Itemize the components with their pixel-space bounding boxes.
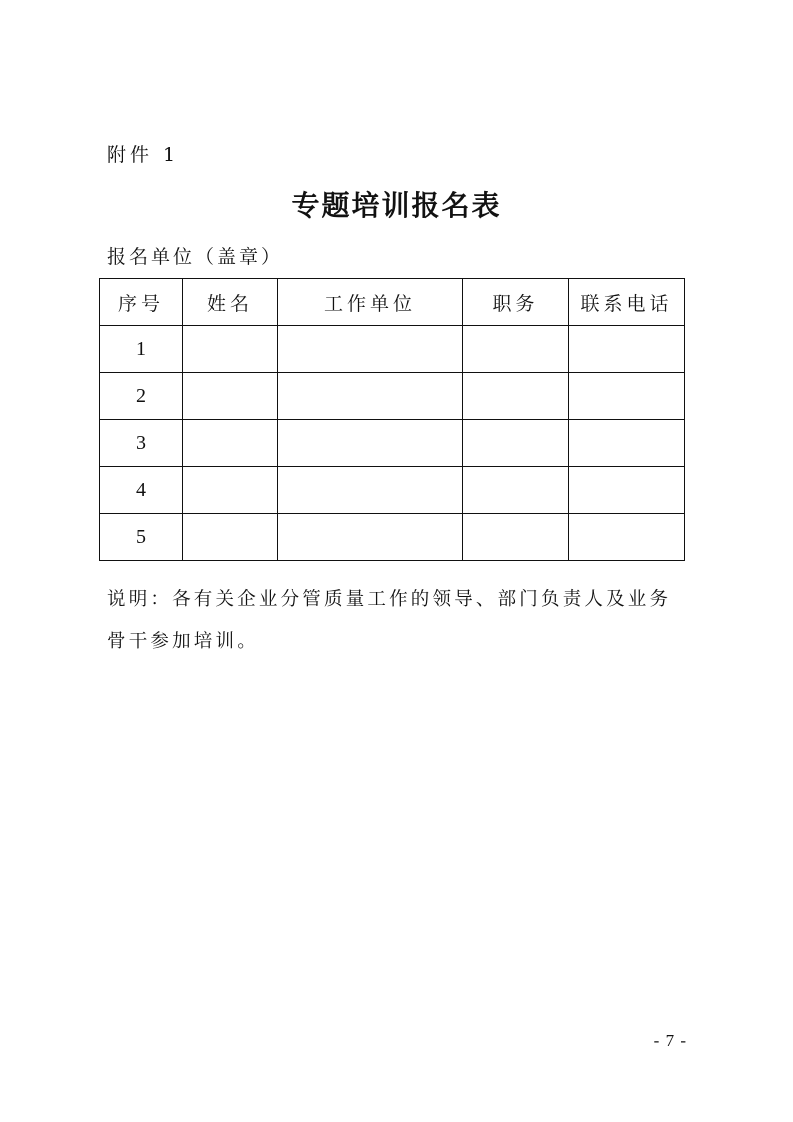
- table-row: [100, 420, 685, 467]
- cell-work-unit[interactable]: [278, 420, 463, 467]
- cell-name[interactable]: [183, 420, 278, 467]
- header-serial-number: 序号: [100, 279, 183, 326]
- cell-position[interactable]: [463, 467, 569, 514]
- cell-name[interactable]: [183, 467, 278, 514]
- cell-serial-number: 4: [100, 467, 183, 514]
- attachment-label: 附件 1: [107, 144, 180, 166]
- cell-serial-number: 3: [100, 420, 183, 467]
- cell-phone[interactable]: [569, 326, 685, 373]
- cell-position[interactable]: [463, 420, 569, 467]
- cell-name[interactable]: [183, 514, 278, 561]
- cell-position[interactable]: [463, 514, 569, 561]
- table-row: [100, 326, 685, 373]
- header-work-unit: 工作单位: [278, 279, 463, 326]
- cell-phone[interactable]: [569, 373, 685, 420]
- cell-work-unit[interactable]: [278, 514, 463, 561]
- cell-phone[interactable]: [569, 420, 685, 467]
- cell-position[interactable]: [463, 373, 569, 420]
- cell-phone[interactable]: [569, 514, 685, 561]
- table-row: [100, 467, 685, 514]
- cell-phone[interactable]: [569, 467, 685, 514]
- page-number: - 7 -: [653, 1031, 687, 1050]
- cell-serial-number: 2: [100, 373, 183, 420]
- cell-work-unit[interactable]: [278, 373, 463, 420]
- table-row: [100, 373, 685, 420]
- page-title: 专题培训报名表: [291, 189, 502, 222]
- cell-position[interactable]: [463, 326, 569, 373]
- explanation-note: 说明：各有关企业分管质量工作的领导、部门负责人及业务骨干参加培训。: [107, 589, 672, 652]
- cell-work-unit[interactable]: [278, 326, 463, 373]
- table-row: [100, 514, 685, 561]
- cell-serial-number: 5: [100, 514, 183, 561]
- cell-serial-number: 1: [100, 326, 183, 373]
- header-name: 姓名: [183, 279, 278, 326]
- cell-name[interactable]: [183, 373, 278, 420]
- header-phone: 联系电话: [569, 279, 685, 326]
- cell-name[interactable]: [183, 326, 278, 373]
- table-header-row: [100, 279, 685, 326]
- registration-table: [99, 278, 685, 561]
- cell-work-unit[interactable]: [278, 467, 463, 514]
- registration-unit-label: 报名单位（盖章）: [107, 246, 284, 268]
- header-position: 职务: [463, 279, 569, 326]
